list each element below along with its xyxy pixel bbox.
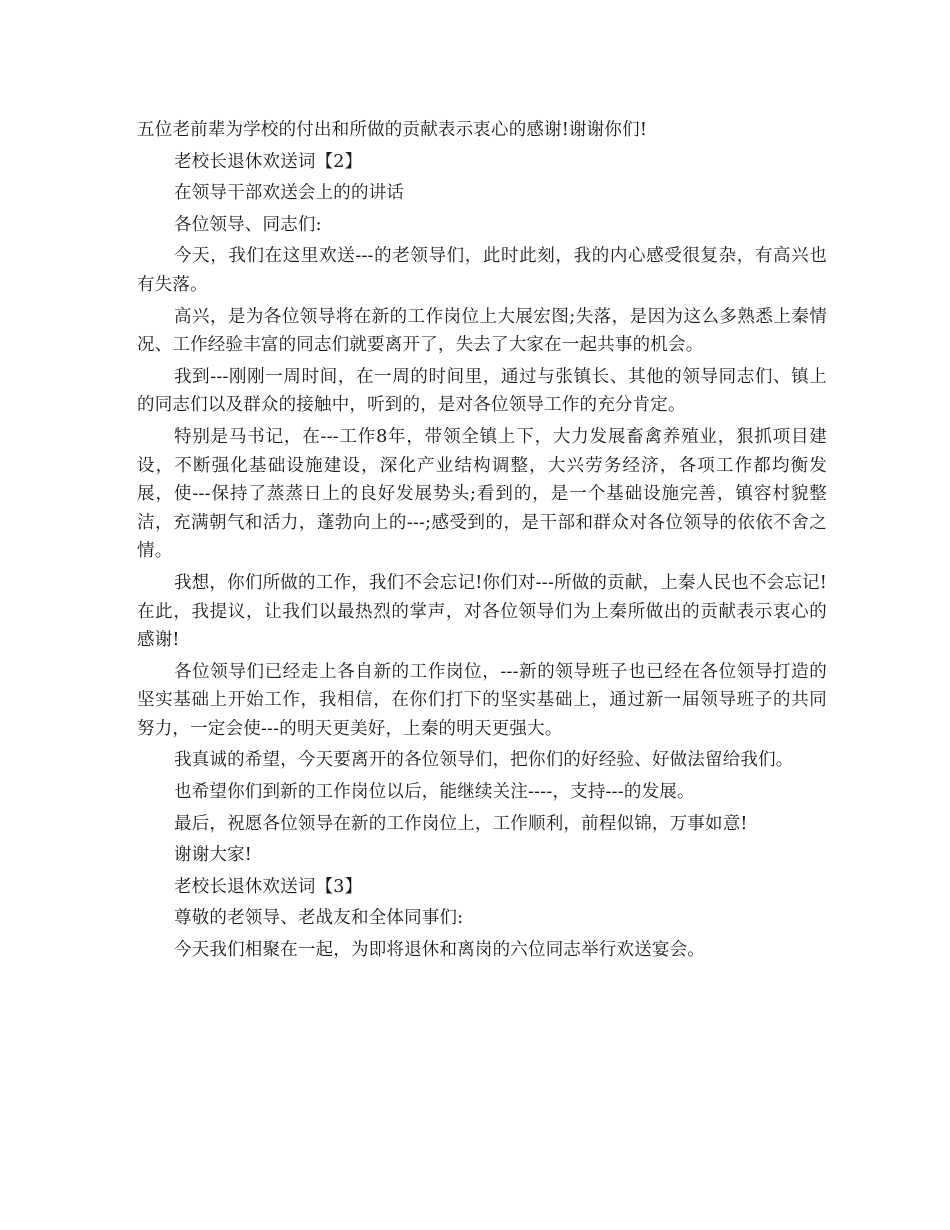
- salutation: 尊敬的老领导、老战友和全体同事们:: [174, 908, 464, 929]
- paragraph: 各位领导们已经走上各自新的工作岗位，---新的领导班子也已经在各位领导打造的坚实基础上开始工作，我相信，在你们打下的坚实基础上，通过新一届领导班子的共同努力，一定会使---的明天更美好，上秦的明天更强大。: [137, 661, 827, 739]
- document-body: [137, 116, 827, 968]
- paragraph: 也希望你们到新的工作岗位以后，能继续关注----，支持---的发展。: [174, 782, 695, 803]
- section-heading-3: 老校长退休欢送词【3】: [174, 876, 363, 897]
- paragraph: 我真诚的希望，今天要离开的各位领导们，把你们的好经验、好做法留给我们。: [174, 750, 794, 771]
- paragraph: 特别是马书记，在---工作8年，带领全镇上下，大力发展畜禽养殖业，狠抓项目建设，不断强化基础设施建设，深化产业结构调整，大兴劳务经济，各项工作都均衡发展，使---保持了蒸蒸日上的良好发展势头;看到的，是一个基础设施完善，镇容村貌整洁，充满朝气和活力，蓬勃向上的---;感受到的，是干部和群众对各位领导的依依不舍之情。: [137, 426, 827, 562]
- paragraph: 我到---刚刚一周时间，在一周的时间里，通过与张镇长、其他的领导同志们、镇上的同志们以及群众的接触中，听到的，是对各位领导工作的充分肯定。: [137, 366, 827, 416]
- paragraph-thanks: 谢谢大家!: [174, 845, 253, 866]
- paragraph-closing-thanks: 五位老前辈为学校的付出和所做的贡献表示衷心的感谢!谢谢你们!: [137, 120, 648, 140]
- speech-title: 在领导干部欢送会上的的讲话: [174, 183, 405, 204]
- paragraph: 高兴，是为各位领导将在新的工作岗位上大展宏图;失落，是因为这么多熟悉上秦情况、工作经验丰富的同志们就要离开了，失去了大家在一起共事的机会。: [137, 306, 827, 356]
- paragraph: 最后，祝愿各位领导在新的工作岗位上，工作顺利，前程似锦，万事如意!: [174, 813, 748, 834]
- salutation: 各位领导、同志们:: [174, 214, 322, 235]
- section-heading-2: 老校长退休欢送词【2】: [174, 151, 363, 172]
- paragraph: 我想，你们所做的工作，我们不会忘记!你们对---所做的贡献，上秦人民也不会忘记!在此，我提议，让我们以最热烈的掌声，对各位领导们为上秦所做出的贡献表示衷心的感谢!: [137, 572, 827, 651]
- paragraph: 今天，我们在这里欢送---的老领导们，此时此刻，我的内心感受很复杂，有高兴也有失落。: [137, 246, 827, 295]
- paragraph: 今天我们相聚在一起，为即将退休和离岗的六位同志举行欢送宴会。: [174, 940, 705, 961]
